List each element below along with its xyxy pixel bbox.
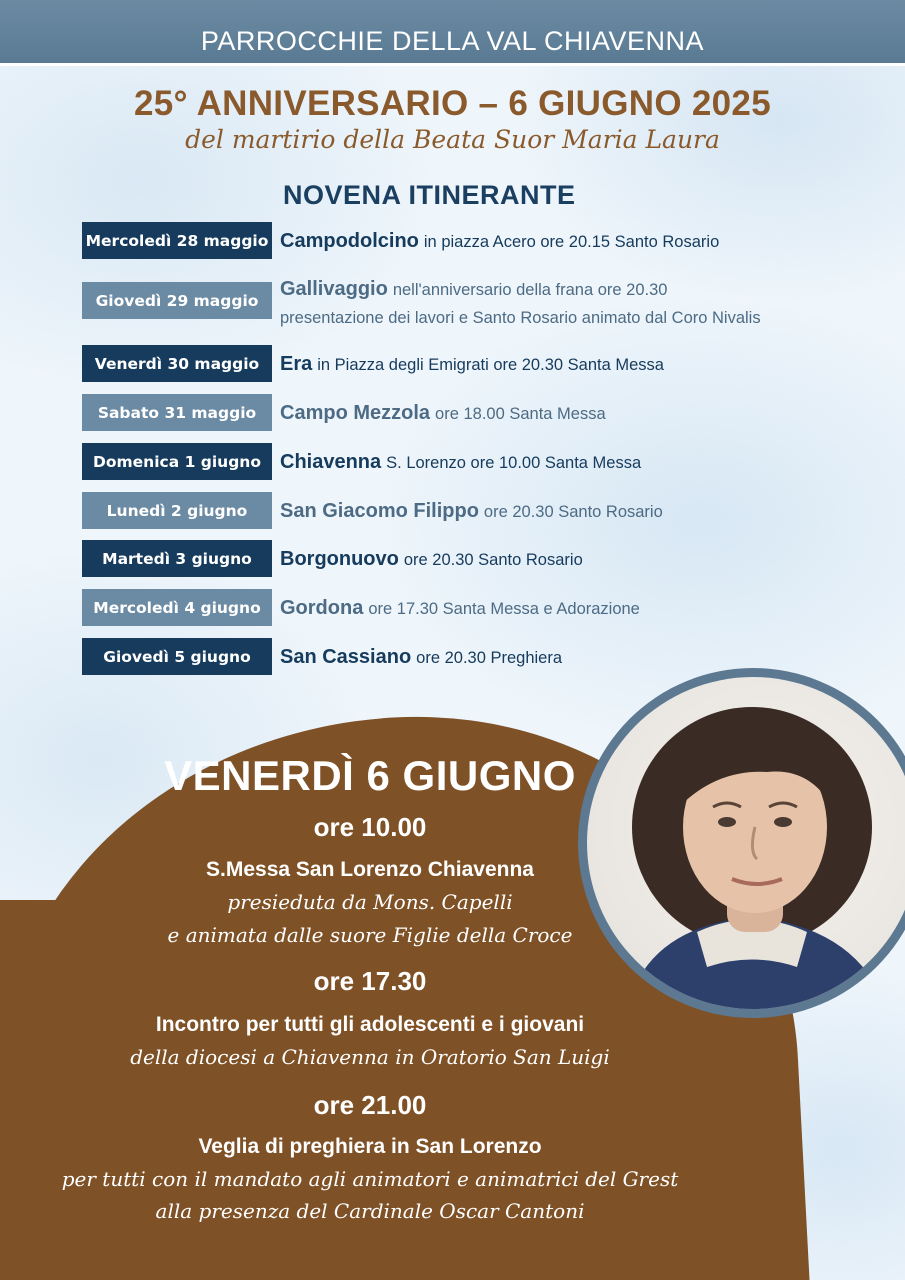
anniversary-subheadline: del martirio della Beata Suor Maria Laura: [185, 125, 720, 154]
event-title: Veglia di preghiera in San Lorenzo: [198, 1135, 542, 1158]
novena-row: [82, 278, 882, 327]
novena-place: Gallivaggio: [280, 278, 388, 300]
novena-place: San Cassiano: [280, 646, 412, 668]
novena-day-badge: Giovedì 5 giugno: [82, 638, 272, 675]
novena-row: [82, 443, 882, 483]
novena-day-badge: Sabato 31 maggio: [82, 394, 272, 431]
novena-details-line2: presentazione dei lavori e Santo Rosario animato dal Coro Nivalis: [280, 309, 761, 327]
novena-details: in piazza Acero ore 20.15 Santo Rosario: [423, 233, 720, 251]
novena-description: [280, 497, 663, 526]
novena-details: ore 20.30 Preghiera: [416, 649, 563, 667]
novena-details: in Piazza degli Emigrati ore 20.30 Santa Messa: [317, 356, 664, 374]
novena-title: NOVENA ITINERANTE: [283, 180, 576, 210]
parishes-title: PARROCCHIE DELLA VAL CHIAVENNA: [200, 26, 705, 56]
novena-description: [280, 227, 719, 256]
novena-row: [82, 540, 882, 580]
novena-place: Gordona: [280, 597, 364, 619]
novena-row: [82, 394, 882, 434]
novena-day-badge: Venerdì 30 maggio: [82, 345, 272, 382]
novena-row: [82, 589, 882, 629]
anniversary-headline: 25° ANNIVERSARIO – 6 GIUGNO 2025: [134, 84, 771, 123]
novena-place: San Giacomo Filippo: [280, 500, 479, 522]
portrait-illustration: [587, 677, 905, 1009]
novena-details: ore 18.00 Santa Messa: [435, 405, 606, 423]
novena-day-badge: Lunedì 2 giugno: [82, 492, 272, 529]
novena-details: ore 17.30 Santa Messa e Adorazione: [368, 600, 640, 618]
novena-place: Borgonuovo: [280, 548, 399, 570]
event-detail: presieduta da Mons. Capelli: [227, 890, 513, 914]
novena-description: [280, 275, 761, 332]
novena-description: [280, 350, 664, 379]
novena-details: nell'anniversario della frana ore 20.30: [392, 281, 668, 299]
novena-place: Campodolcino: [280, 230, 419, 252]
event-time: ore 17.30: [313, 966, 427, 996]
event-time: ore 10.00: [313, 812, 427, 842]
event-detail: e animata dalle suore Figlie della Croce: [167, 923, 573, 947]
novena-details: ore 20.30 Santo Rosario: [483, 503, 663, 521]
novena-description: [280, 448, 641, 477]
novena-day-badge: Mercoledì 28 maggio: [82, 222, 272, 259]
top-banner: [0, 0, 905, 66]
novena-description: [280, 594, 640, 623]
novena-details: ore 20.30 Santo Rosario: [403, 551, 583, 569]
novena-row: [82, 345, 882, 385]
event-detail: della diocesi a Chiavenna in Oratorio San Luigi: [130, 1045, 610, 1069]
novena-details: S. Lorenzo ore 10.00 Santa Messa: [386, 454, 642, 472]
novena-description: [280, 545, 583, 574]
novena-day-badge: Mercoledì 4 giugno: [82, 589, 272, 626]
portrait-photo: [587, 677, 905, 1009]
novena-day-badge: Giovedì 29 maggio: [82, 282, 272, 319]
novena-day-badge: Domenica 1 giugno: [82, 443, 272, 480]
novena-day-badge: Martedì 3 giugno: [82, 540, 272, 577]
novena-description: [280, 399, 606, 428]
novena-row: [82, 222, 882, 262]
event-time: ore 21.00: [313, 1090, 427, 1120]
novena-place: Chiavenna: [280, 451, 382, 473]
event-detail: per tutti con il mandato agli animatori e animatrici del Grest: [61, 1167, 679, 1191]
novena-place: Campo Mezzola: [280, 402, 431, 424]
novena-description: [280, 643, 562, 672]
event-detail: alla presenza del Cardinale Oscar Cantoni: [155, 1199, 585, 1223]
novena-place: Era: [280, 353, 313, 375]
main-event-day: VENERDÌ 6 GIUGNO: [164, 752, 576, 799]
novena-row: [82, 492, 882, 532]
event-title: S.Messa San Lorenzo Chiavenna: [206, 858, 534, 881]
event-title: Incontro per tutti gli adolescenti e i giovani: [155, 1013, 585, 1036]
